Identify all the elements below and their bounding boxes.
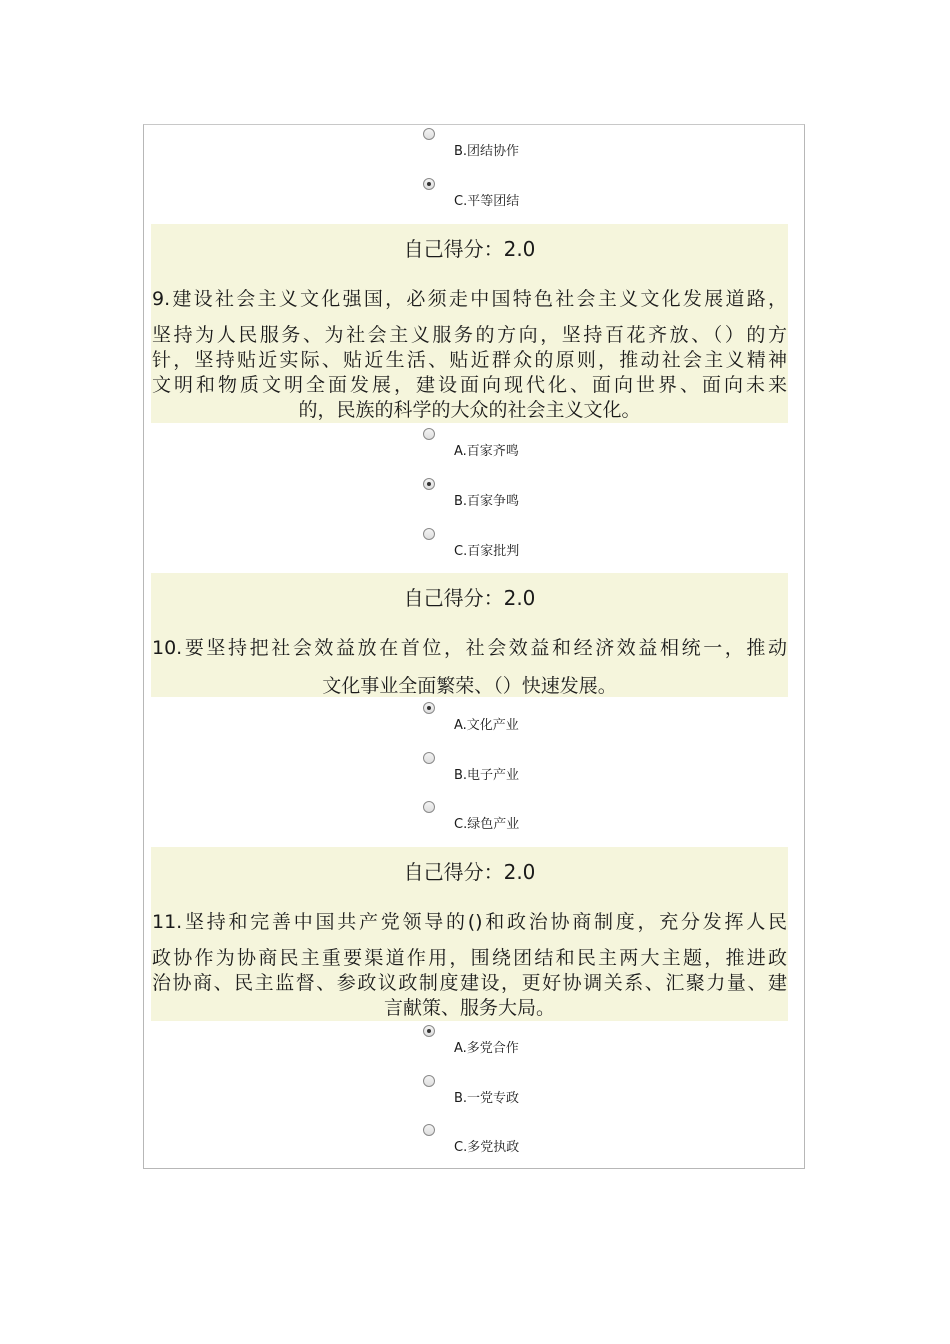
question-text-line: 治协商、民主监督、参政议政制度建设，更好协调关系、汇聚力量、建 bbox=[152, 972, 787, 993]
option-label: C.平等团结 bbox=[454, 194, 520, 209]
question-11 bbox=[151, 897, 788, 1021]
radio-button[interactable] bbox=[423, 428, 435, 440]
option-label: B.电子产业 bbox=[454, 768, 520, 783]
radio-button[interactable] bbox=[423, 801, 435, 813]
option-label: A.文化产业 bbox=[454, 718, 519, 733]
question-text-line: 文化事业全面繁荣、（）快速发展。 bbox=[322, 675, 617, 696]
radio-button-selected[interactable] bbox=[423, 178, 435, 190]
score-label: 自己得分：2.0 bbox=[151, 224, 788, 274]
option-label: B.百家争鸣 bbox=[454, 494, 520, 509]
radio-button-selected[interactable] bbox=[423, 1025, 435, 1037]
radio-button[interactable] bbox=[423, 128, 435, 140]
radio-button[interactable] bbox=[423, 528, 435, 540]
option-label: B.团结协作 bbox=[454, 144, 520, 159]
question-text-line: 11.坚持和完善中国共产党领导的()和政治协商制度，充分发挥人民 bbox=[152, 911, 787, 933]
option-label: C.绿色产业 bbox=[454, 817, 520, 832]
option-label: C.百家批判 bbox=[454, 544, 520, 559]
score-label: 自己得分：2.0 bbox=[151, 847, 788, 897]
question-text-line: 10.要坚持把社会效益放在首位，社会效益和经济效益相统一，推动 bbox=[152, 637, 787, 659]
option-label: C.多党执政 bbox=[454, 1140, 520, 1155]
score-label: 自己得分：2.0 bbox=[151, 573, 788, 623]
question-text-line: 针，坚持贴近实际、贴近生活、贴近群众的原则，推动社会主义精神 bbox=[152, 349, 787, 370]
question-text-line: 的，民族的科学的大众的社会主义文化。 bbox=[298, 399, 641, 420]
question-text-line: 言献策、服务大局。 bbox=[383, 997, 555, 1018]
question-10 bbox=[151, 623, 788, 697]
radio-button-selected[interactable] bbox=[423, 702, 435, 714]
question-text-line: 政协作为协商民主重要渠道作用，围绕团结和民主两大主题，推进政 bbox=[152, 947, 787, 968]
option-label: A.百家齐鸣 bbox=[454, 444, 519, 459]
radio-button[interactable] bbox=[423, 1075, 435, 1087]
question-9 bbox=[151, 274, 788, 423]
question-text-line: 文明和物质文明全面发展，建设面向现代化、面向世界、面向未来 bbox=[152, 374, 787, 395]
radio-button-selected[interactable] bbox=[423, 478, 435, 490]
question-text-line: 坚持为人民服务、为社会主义服务的方向，坚持百花齐放、（）的方 bbox=[152, 324, 787, 345]
question-text-line: 9.建设社会主义文化强国，必须走中国特色社会主义文化发展道路， bbox=[152, 288, 787, 310]
option-label: B.一党专政 bbox=[454, 1091, 520, 1106]
radio-button[interactable] bbox=[423, 1124, 435, 1136]
radio-button[interactable] bbox=[423, 752, 435, 764]
option-label: A.多党合作 bbox=[454, 1041, 519, 1056]
